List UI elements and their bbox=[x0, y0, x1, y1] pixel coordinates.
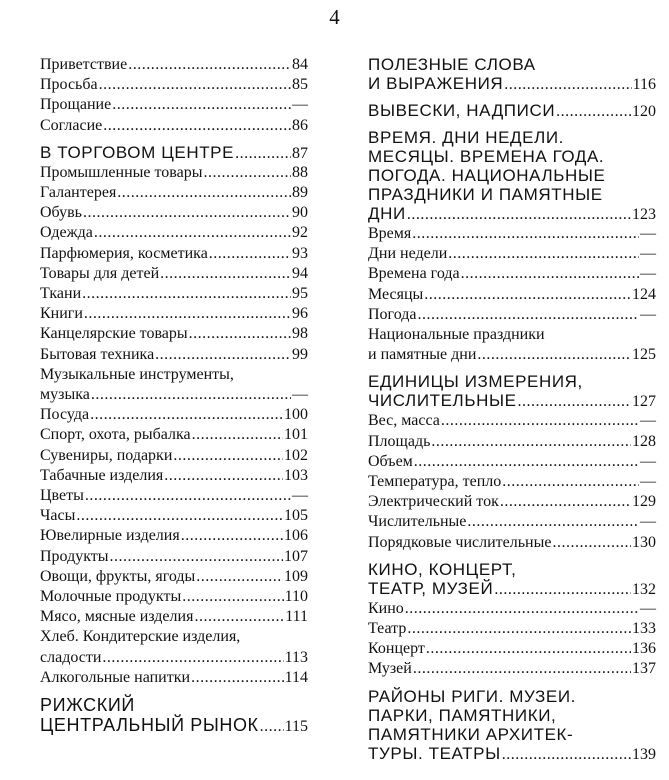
toc-entry[interactable] bbox=[368, 599, 656, 619]
toc-entry-label: Табачные изделия bbox=[40, 466, 164, 484]
toc-entry-label: Одежда bbox=[40, 224, 93, 242]
toc-heading-line: РИЖСКИЙ bbox=[40, 695, 135, 716]
toc-entry[interactable] bbox=[40, 405, 308, 425]
toc-entry-label: Погода bbox=[368, 305, 417, 323]
toc-entry-page: 98 bbox=[292, 325, 308, 343]
toc-entry[interactable] bbox=[368, 305, 656, 325]
dot-leader bbox=[556, 102, 631, 121]
toc-entry-label: Алкогольные напитки bbox=[40, 668, 191, 686]
dot-leader bbox=[405, 599, 639, 619]
toc-entry-page: 136 bbox=[632, 640, 656, 658]
toc-entry-label: Цветы bbox=[40, 487, 84, 505]
toc-heading-label: И ВЫРАЖЕНИЯ bbox=[368, 74, 504, 93]
dot-leader bbox=[91, 385, 291, 405]
toc-entry-page: — bbox=[292, 386, 308, 404]
dot-leader bbox=[203, 163, 291, 183]
toc-entry-label: Электрический ток bbox=[368, 493, 499, 511]
toc-entry-page: — bbox=[640, 412, 656, 430]
dot-leader bbox=[155, 345, 291, 365]
toc-entry-page: 106 bbox=[284, 527, 308, 545]
dot-leader bbox=[110, 547, 283, 567]
toc-entry[interactable] bbox=[40, 466, 308, 486]
toc-heading-label: ДНИ bbox=[368, 204, 406, 223]
toc-entry[interactable] bbox=[368, 472, 656, 492]
dot-leader bbox=[85, 486, 291, 506]
toc-entry[interactable] bbox=[40, 264, 308, 284]
toc-entry-page: 101 bbox=[284, 426, 308, 444]
toc-entry-page: — bbox=[640, 599, 656, 617]
toc-entry-label: Мясо, мясные изделия bbox=[40, 608, 194, 626]
toc-entry[interactable] bbox=[40, 244, 308, 264]
dot-leader bbox=[431, 432, 631, 452]
toc-entry[interactable] bbox=[40, 163, 308, 183]
toc-entry-page: 110 bbox=[284, 588, 308, 606]
toc-entry-label: Сувениры, подарки bbox=[40, 446, 173, 464]
toc-heading-line: КИНО, КОНЦЕРТ, bbox=[368, 559, 517, 579]
toc-entry-label: Канцелярские товары bbox=[40, 325, 188, 343]
toc-entry[interactable] bbox=[40, 324, 308, 344]
toc-heading-label: ВЫВЕСКИ, НАДПИСИ bbox=[368, 101, 556, 120]
dot-leader bbox=[477, 345, 631, 365]
toc-entry-label: Площадь bbox=[368, 432, 431, 450]
dot-leader bbox=[413, 659, 631, 679]
toc-heading-line: ПАРКИ, ПАМЯТНИКИ, bbox=[368, 705, 557, 725]
toc-entry[interactable] bbox=[368, 492, 656, 512]
toc-entry-label: Галантерея bbox=[40, 184, 117, 202]
toc-heading-line: ПРАЗДНИКИ И ПАМЯТНЫЕ bbox=[368, 185, 603, 204]
dot-leader bbox=[103, 116, 291, 136]
toc-entry-label-line: Музыкальные инструменты, bbox=[40, 365, 234, 383]
toc-heading[interactable] bbox=[368, 744, 656, 764]
toc-section-useful-phrases bbox=[368, 55, 656, 94]
toc-entry[interactable] bbox=[368, 452, 656, 472]
dot-leader bbox=[192, 425, 283, 445]
toc-entry-page: — bbox=[640, 513, 656, 531]
toc-section-districts bbox=[368, 687, 656, 764]
toc-heading-label: ТЕАТР, МУЗЕЙ bbox=[368, 578, 494, 598]
dot-leader bbox=[502, 745, 631, 764]
toc-heading-line: ВРЕМЯ. ДНИ НЕДЕЛИ. bbox=[368, 128, 564, 147]
toc-entry[interactable] bbox=[40, 385, 308, 405]
toc-heading-line: РАЙОНЫ РИГИ. МУЗЕИ. bbox=[368, 686, 576, 706]
dot-leader bbox=[117, 183, 291, 203]
toc-entry[interactable] bbox=[40, 486, 308, 506]
toc-entry[interactable] bbox=[40, 345, 308, 365]
dot-leader bbox=[160, 264, 291, 284]
toc-entry-label: Книги bbox=[40, 305, 83, 323]
toc-left-column bbox=[40, 55, 308, 736]
dot-leader bbox=[414, 452, 639, 472]
dot-leader bbox=[84, 304, 291, 324]
dot-leader bbox=[504, 75, 631, 94]
toc-section-units bbox=[368, 372, 656, 552]
toc-entry-label: Промышленные товары bbox=[40, 163, 203, 181]
dot-leader bbox=[467, 512, 639, 532]
toc-heading-label: В ТОРГОВОМ ЦЕНТРЕ bbox=[40, 142, 235, 162]
toc-heading-line: ПОЛЕЗНЫЕ СЛОВА bbox=[368, 55, 536, 74]
dot-leader bbox=[518, 392, 631, 411]
dot-leader bbox=[209, 244, 291, 264]
toc-entry[interactable] bbox=[368, 432, 656, 452]
toc-entry-label: Концерт bbox=[368, 640, 425, 658]
toc-section-trade-center bbox=[40, 143, 308, 688]
toc-entry[interactable] bbox=[40, 304, 308, 324]
dot-leader bbox=[164, 466, 283, 486]
toc-entry-label: Посуда bbox=[40, 406, 90, 424]
toc-entry-label: Вес, масса bbox=[368, 412, 440, 430]
dot-leader bbox=[426, 639, 631, 659]
dot-leader bbox=[128, 55, 291, 75]
toc-entry-page: 100 bbox=[284, 406, 308, 424]
toc-entry-page: 103 bbox=[284, 466, 308, 484]
toc-entry[interactable] bbox=[40, 95, 308, 115]
dot-leader bbox=[494, 580, 631, 599]
dot-leader bbox=[90, 405, 283, 425]
toc-heading[interactable] bbox=[368, 204, 656, 224]
dot-leader bbox=[76, 506, 283, 526]
toc-entry-label: сладости bbox=[40, 648, 102, 666]
toc-entry[interactable] bbox=[40, 116, 308, 136]
toc-heading-label: ЧИСЛИТЕЛЬНЫЕ bbox=[368, 391, 517, 411]
toc-entry-page: 99 bbox=[292, 345, 308, 363]
toc-entry-page: — bbox=[640, 225, 656, 242]
toc-section-central-market bbox=[40, 695, 308, 736]
toc-entry-label: Просьба bbox=[40, 76, 98, 94]
toc-entry-label-line: Хлеб. Кондитерские изделия, bbox=[40, 628, 241, 646]
toc-entry-page: — bbox=[640, 265, 656, 283]
toc-entry-page: 89 bbox=[292, 184, 308, 202]
toc-heading[interactable] bbox=[368, 391, 656, 411]
toc-entry-page: 129 bbox=[632, 493, 656, 511]
dot-leader bbox=[407, 619, 631, 639]
dot-leader bbox=[441, 411, 639, 431]
toc-entry-page: 94 bbox=[292, 264, 308, 282]
toc-entry-label: Объем bbox=[368, 452, 413, 470]
toc-entry-page: 113 bbox=[284, 648, 308, 666]
toc-entry-page: 102 bbox=[284, 446, 308, 464]
toc-entry[interactable] bbox=[40, 223, 308, 243]
toc-heading-label: ЦЕНТРАЛЬНЫЙ РЫНОК bbox=[40, 715, 259, 736]
toc-entry-page: 95 bbox=[292, 285, 308, 303]
toc-entry-label: Времена года bbox=[368, 265, 460, 283]
toc-entry-label: Музей bbox=[368, 660, 412, 678]
toc-section-time bbox=[368, 128, 656, 365]
toc-entry-label: Спорт, охота, рыбалка bbox=[40, 426, 191, 444]
toc-entry[interactable] bbox=[40, 506, 308, 526]
toc-heading-line: ЕДИНИЦЫ ИЗМЕРЕНИЯ, bbox=[368, 372, 583, 392]
toc-heading-page: 115 bbox=[284, 718, 308, 736]
toc-heading-page: 139 bbox=[632, 745, 656, 763]
toc-entry[interactable] bbox=[40, 607, 308, 627]
toc-entry-page: 96 bbox=[292, 305, 308, 323]
dot-leader bbox=[182, 587, 283, 607]
dot-leader bbox=[424, 285, 631, 305]
toc-heading-page: 123 bbox=[632, 206, 656, 223]
toc-entry-page: 86 bbox=[292, 116, 308, 134]
dot-leader bbox=[191, 668, 284, 688]
dot-leader bbox=[82, 284, 291, 304]
toc-entry-page: 90 bbox=[292, 204, 308, 222]
dot-leader bbox=[99, 75, 291, 95]
toc-entry-page: 133 bbox=[632, 620, 656, 638]
toc-entry-label: Ювелирные изделия bbox=[40, 527, 180, 545]
toc-entry-page: 109 bbox=[284, 567, 308, 585]
toc-entry[interactable] bbox=[368, 244, 656, 264]
toc-entry-label: Парфюмерия, косметика bbox=[40, 244, 208, 262]
toc-entry[interactable] bbox=[40, 547, 308, 567]
toc-entry[interactable] bbox=[368, 224, 656, 244]
toc-entry-page: 124 bbox=[632, 285, 656, 303]
dot-leader bbox=[102, 648, 283, 668]
toc-heading-line: МЕСЯЦЫ. ВРЕМЕНА ГОДА. bbox=[368, 147, 605, 166]
toc-entry-label: Обувь bbox=[40, 204, 82, 222]
toc-entry[interactable] bbox=[368, 411, 656, 431]
toc-entry-label: Приветствие bbox=[40, 56, 128, 73]
dot-leader bbox=[418, 305, 640, 325]
toc-heading-page: 127 bbox=[632, 393, 656, 411]
toc-entry-page: 88 bbox=[292, 163, 308, 181]
dot-leader bbox=[181, 526, 283, 546]
toc-entry-page: 107 bbox=[284, 547, 308, 565]
toc-heading-label: ТУРЫ. ТЕАТРЫ bbox=[368, 743, 501, 763]
toc-entry-page: — bbox=[640, 305, 656, 323]
toc-entry-page: — bbox=[640, 473, 656, 491]
toc-entry-page: 114 bbox=[284, 668, 308, 686]
dot-leader bbox=[235, 144, 291, 163]
toc-section-signs bbox=[368, 101, 656, 121]
toc-section-greetings bbox=[40, 55, 308, 136]
toc-entry[interactable] bbox=[40, 668, 308, 688]
toc-entry[interactable] bbox=[40, 425, 308, 445]
toc-heading[interactable] bbox=[368, 579, 656, 599]
toc-entry-page: — bbox=[292, 96, 308, 114]
toc-heading-page: 132 bbox=[632, 580, 656, 598]
dot-leader bbox=[83, 203, 291, 223]
toc-entry-page: 130 bbox=[632, 533, 656, 551]
toc-entry-page: — bbox=[640, 245, 656, 263]
toc-entry-label: Молочные продукты bbox=[40, 588, 182, 606]
toc-entry-label: Прощание bbox=[40, 96, 112, 114]
toc-entry-label: и памятные дни bbox=[368, 346, 477, 364]
toc-entry[interactable] bbox=[40, 284, 308, 304]
toc-entry-page: 92 bbox=[292, 224, 308, 242]
toc-entry[interactable] bbox=[40, 55, 308, 75]
toc-heading[interactable] bbox=[368, 74, 656, 94]
toc-entry-page: 137 bbox=[632, 660, 656, 678]
toc-entry-label: Время bbox=[368, 225, 412, 242]
page-number: 4 bbox=[329, 5, 340, 29]
toc-heading-line: ПОГОДА. НАЦИОНАЛЬНЫЕ bbox=[368, 166, 606, 185]
toc-heading-page: 120 bbox=[632, 103, 656, 120]
toc-entry[interactable] bbox=[368, 639, 656, 659]
toc-entry[interactable] bbox=[40, 75, 308, 95]
toc-entry-label: Театр bbox=[368, 620, 407, 638]
toc-entry[interactable] bbox=[368, 264, 656, 284]
toc-entry[interactable] bbox=[40, 648, 308, 668]
toc-entry-page: 105 bbox=[284, 507, 308, 525]
dot-leader bbox=[500, 492, 631, 512]
toc-heading[interactable] bbox=[40, 715, 308, 736]
dot-leader bbox=[94, 223, 291, 243]
toc-entry[interactable] bbox=[368, 345, 656, 365]
toc-right-column bbox=[368, 55, 656, 764]
toc-entry-label: Кино bbox=[368, 599, 404, 617]
dot-leader bbox=[196, 567, 283, 587]
toc-heading[interactable] bbox=[368, 101, 656, 121]
toc-entry-label: Температура, тепло bbox=[368, 473, 502, 491]
toc-entry[interactable] bbox=[40, 526, 308, 546]
toc-entry-page: — bbox=[292, 487, 308, 505]
toc-heading-page: 87 bbox=[292, 144, 308, 162]
toc-entry[interactable] bbox=[368, 512, 656, 532]
toc-entry-page: 125 bbox=[632, 346, 656, 364]
dot-leader bbox=[407, 205, 631, 224]
toc-entry[interactable] bbox=[368, 619, 656, 639]
toc-entry-label: Бытовая техника bbox=[40, 345, 155, 363]
dot-leader bbox=[194, 607, 284, 627]
toc-entry-page: 84 bbox=[292, 56, 308, 73]
toc-entry-label: Ткани bbox=[40, 285, 82, 303]
toc-entry-page: 93 bbox=[292, 244, 308, 262]
toc-entry-label: Согласие bbox=[40, 116, 103, 134]
toc-entry-label: Товары для детей bbox=[40, 264, 160, 282]
dot-leader bbox=[173, 446, 283, 466]
toc-entry-page: 128 bbox=[632, 432, 656, 450]
toc-entry-page: 111 bbox=[285, 608, 308, 626]
toc-entry[interactable] bbox=[368, 533, 656, 553]
toc-entry-label: Месяцы bbox=[368, 285, 424, 303]
toc-entry-label: Овощи, фрукты, ягоды bbox=[40, 567, 196, 585]
toc-entry[interactable] bbox=[368, 285, 656, 305]
toc-heading-line: ПАМЯТНИКИ АРХИТЕК- bbox=[368, 724, 574, 744]
dot-leader bbox=[461, 264, 639, 284]
dot-leader bbox=[448, 244, 639, 264]
toc-entry-label: музыка bbox=[40, 386, 90, 404]
toc-entry[interactable] bbox=[40, 203, 308, 223]
toc-entry-label: Числительные bbox=[368, 513, 467, 531]
toc-entry-label: Часы bbox=[40, 507, 76, 525]
toc-entry[interactable] bbox=[40, 587, 308, 607]
toc-entry-label: Порядковые числительные bbox=[368, 533, 552, 551]
toc-entry-page: — bbox=[640, 452, 656, 470]
dot-leader bbox=[552, 533, 631, 553]
toc-entry-label: Дни недели bbox=[368, 245, 448, 263]
dot-leader bbox=[502, 472, 639, 492]
toc-entry-label-line: Национальные праздники bbox=[368, 326, 545, 344]
toc-heading-page: 116 bbox=[632, 76, 656, 93]
toc-heading[interactable] bbox=[40, 143, 308, 163]
toc-entry-page: 85 bbox=[292, 76, 308, 94]
toc-entry[interactable] bbox=[40, 183, 308, 203]
dot-leader bbox=[260, 717, 284, 736]
toc-entry-label: Продукты bbox=[40, 547, 109, 565]
dot-leader bbox=[412, 224, 639, 244]
dot-leader bbox=[189, 324, 291, 344]
toc-entry[interactable] bbox=[368, 659, 656, 679]
dot-leader bbox=[112, 95, 291, 115]
toc-section-cinema bbox=[368, 560, 656, 680]
toc-entry[interactable] bbox=[40, 567, 308, 587]
toc-entry[interactable] bbox=[40, 446, 308, 466]
